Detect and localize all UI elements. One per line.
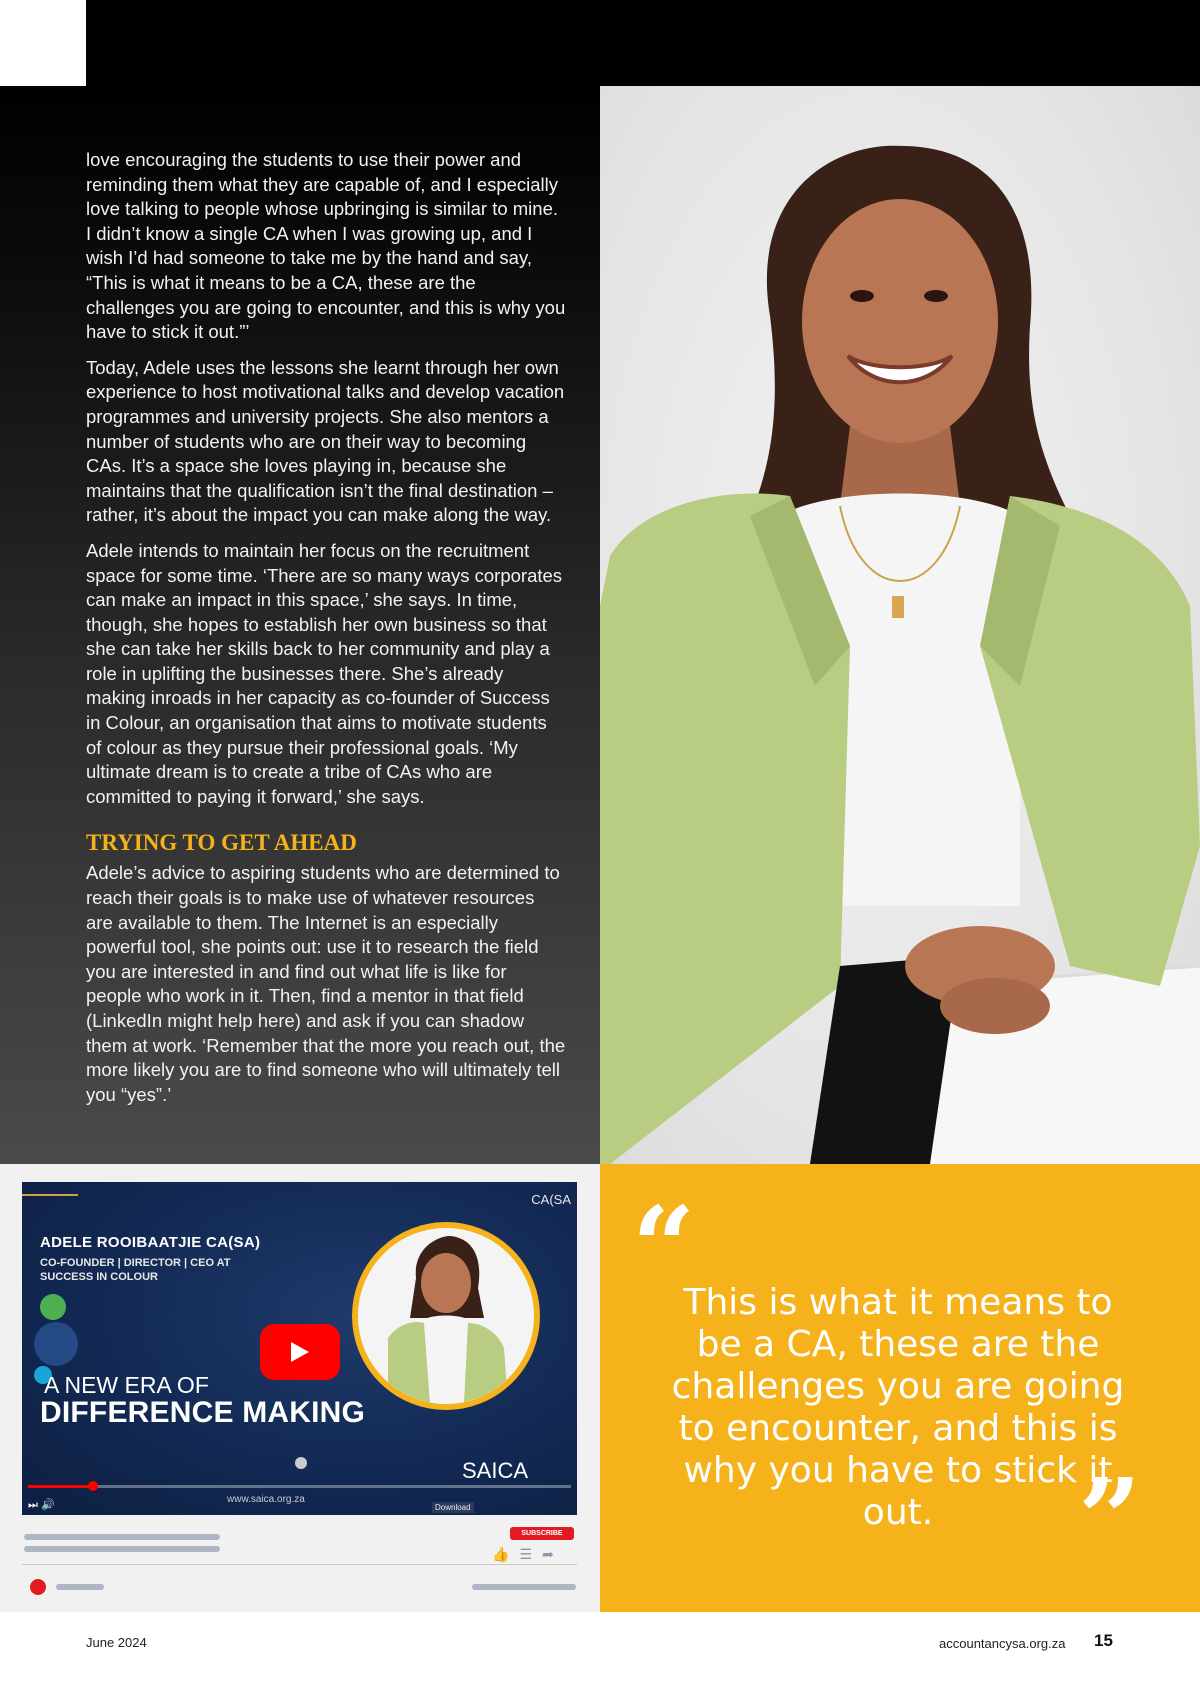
footer-site[interactable]: accountancysa.org.za [939, 1636, 1066, 1651]
video-presenter-role: CO-FOUNDER | DIRECTOR | CEO AT SUCCESS IN COLOUR [40, 1257, 231, 1283]
video-title-line2: DIFFERENCE MAKING [40, 1396, 366, 1429]
video-controls[interactable] [28, 1498, 55, 1512]
close-quote-mark: ” [1078, 1454, 1142, 1583]
decorative-dot [34, 1322, 78, 1366]
video-brand-bottom: SAICA [462, 1458, 529, 1483]
article-body [86, 148, 566, 1118]
decorative-dot [295, 1457, 307, 1469]
footer-date: June 2024 [86, 1635, 147, 1650]
article-panel [0, 86, 600, 1164]
channel-avatar[interactable] [30, 1579, 46, 1595]
title-placeholder [24, 1546, 220, 1552]
title-placeholder [24, 1534, 220, 1540]
video-progress-fill [28, 1485, 93, 1488]
portrait-illustration [600, 86, 1200, 1164]
video-progress-handle[interactable] [88, 1481, 98, 1491]
video-progress-bar[interactable] [28, 1485, 571, 1488]
volume-icon[interactable]: 🔊 [40, 1499, 55, 1511]
top-black-bar [0, 0, 1200, 86]
meta-placeholder [472, 1584, 576, 1590]
video-title-line1: A NEW ERA OF [44, 1372, 209, 1398]
play-button[interactable] [260, 1324, 340, 1380]
subscribe-button[interactable]: SUBSCRIBE [510, 1527, 574, 1540]
article-paragraph-1: love encouraging the students to use their power and reminding them what they are capable of, and I especially love talking to people whose upbringing is similar to mine. I didn’t know a single CA when I was growing up, and I wish I’d had someone to take me by the hand and say, “This is what it means to be a CA, these are the challenges you are going to encounter, and this is why you have to stick it out.”’ [86, 149, 566, 343]
share-icon[interactable]: ➦ [542, 1546, 564, 1562]
portrait-photo [600, 86, 1200, 1164]
video-brand-top: CA(SA [531, 1192, 571, 1207]
page-number: 15 [1094, 1631, 1113, 1650]
section-paragraph: Adele’s advice to aspiring students who are determined to reach their goals is to make use of whatever resources are available to them. The Internet is an especially powerful tool, she points out: use it to research the field you are interested in and find out what life is like for people who work in it. Then, find a mentor in that field (LinkedIn might help here) and ask if you can shadow them at work. ‘Remember that the more you reach out, the more likely you are to find someone who will ultimately tell you “yes”.’ [86, 862, 566, 1105]
pull-quote-panel [600, 1164, 1200, 1612]
video-url: www.saica.org.za [227, 1494, 305, 1505]
section-heading: TRYING TO GET AHEAD [86, 830, 357, 856]
skip-icon[interactable]: ⏭ [28, 1499, 38, 1511]
video-portrait [352, 1222, 540, 1410]
open-quote-mark: “ [632, 1182, 696, 1311]
article-paragraph-3: Adele intends to maintain her focus on the recruitment space for some time. ‘There are so many ways corporates can make an impact in this space,’ she says. In time, though, she hopes to establish her own business so that she can take her skills back to her community and play a role in uplifting the businesses there. She’s already making inroads in her capacity as co-founder of Success in Colour, an organisation that aims to motivate students of colour as they pursue their professional goals. ‘My ultimate dream is to create a tribe of CAs who are committed to paying it forward,’ she says. [86, 539, 563, 807]
channel-name-placeholder [56, 1584, 104, 1590]
decorative-dot [40, 1294, 66, 1320]
video-presenter-name: ADELE ROOIBAATJIE CA(SA) [40, 1234, 261, 1251]
video-player[interactable] [22, 1182, 577, 1515]
article-paragraph-2: Today, Adele uses the lessons she learnt through her own experience to host motivational talks and develop vacation programmes and university projects. She also mentors a number of students who are on their way to becoming CAs. It’s a space she loves playing in, because she maintains that the qualification isn’t the final destination – rather, it’s about the impact you can make along the way. [86, 356, 565, 526]
video-portrait-illustration [358, 1228, 534, 1404]
download-label[interactable]: Download [432, 1502, 474, 1513]
accent-line [22, 1194, 78, 1196]
video-embed-area [0, 1164, 600, 1612]
divider [22, 1564, 577, 1565]
top-white-tab [0, 0, 86, 86]
pull-quote-text: This is what it means to be a CA, these are the challenges you are going to encounter, and this is why you have to stick it out. [671, 1282, 1125, 1533]
action-icons[interactable] [492, 1546, 564, 1563]
like-icon[interactable]: 👍 [492, 1546, 520, 1562]
playlist-add-icon[interactable]: ☰ [519, 1546, 542, 1562]
play-icon [289, 1341, 311, 1363]
